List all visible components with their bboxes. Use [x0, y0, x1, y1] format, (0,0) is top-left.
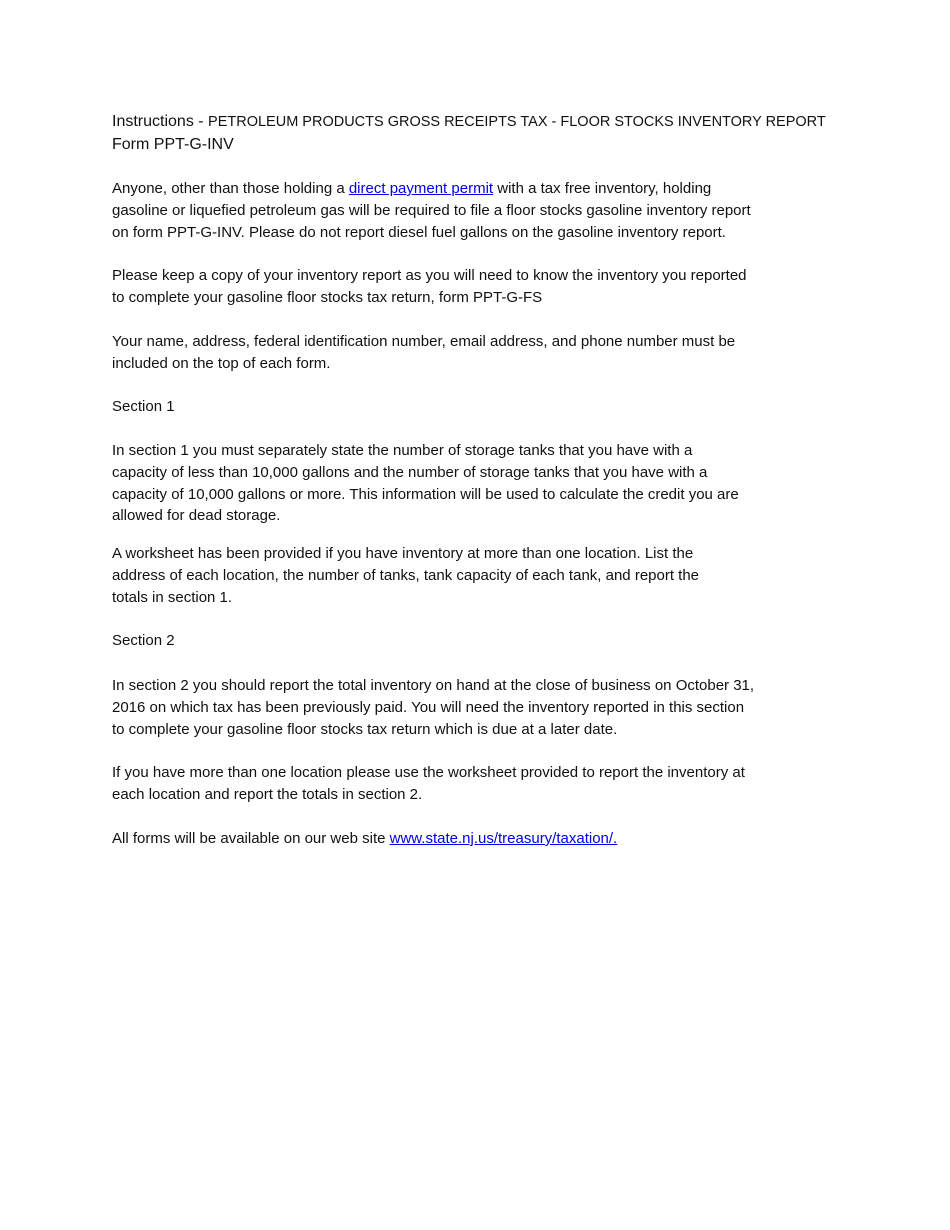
text-line: In section 1 you must separately state the number of storage tanks that you have with a: [112, 442, 693, 459]
forms-availability-paragraph: [112, 828, 852, 850]
text-line: Your name, address, federal identification number, email address, and phone number must be: [112, 333, 736, 350]
text-line: to complete your gasoline floor stocks tax return which is due at a later date.: [112, 720, 618, 738]
title-prefix: Instructions -: [112, 113, 209, 130]
text: Anyone, other than those holding a: [112, 180, 349, 197]
text-line: on form PPT-G-INV. Please do not report diesel fuel gallons on the gasoline inventory report.: [112, 223, 726, 241]
section1-paragraph: [112, 440, 852, 527]
text-line: included on the top of each form.: [112, 354, 331, 372]
keep-copy-paragraph: [112, 265, 852, 309]
intro-paragraph: [112, 178, 852, 243]
text: All forms will be available on our web site: [112, 830, 390, 847]
section2-heading: Section 2: [112, 632, 175, 649]
text-line: gasoline or liquefied petroleum gas will be required to file a floor stocks gasoline inventory report: [112, 201, 751, 219]
text-line: 2016 on which tax has been previously paid. You will need the inventory reported in this section: [112, 698, 745, 716]
worksheet-paragraph: [112, 543, 852, 608]
text-line: allowed for dead storage.: [112, 507, 281, 525]
text-line: capacity of less than 10,000 gallons and the number of storage tanks that you have with a: [112, 463, 708, 481]
text-line: address of each location, the number of tanks, tank capacity of each tank, and report the: [112, 566, 700, 584]
text-line: each location and report the totals in section 2.: [112, 785, 423, 803]
text-line: If you have more than one location please use the worksheet provided to report the inventory at: [112, 764, 745, 781]
document-title: [112, 111, 852, 156]
text-line: A worksheet has been provided if you have inventory at more than one location. List the: [112, 545, 694, 562]
text-line: totals in section 1.: [112, 588, 233, 606]
text: with a tax free inventory, holding: [493, 180, 712, 197]
taxation-website-link[interactable]: www.state.nj.us/treasury/taxation/.: [389, 830, 618, 847]
required-info-paragraph: [112, 331, 852, 375]
text-line: to complete your gasoline floor stocks tax return, form PPT-G-FS: [112, 288, 543, 306]
text-line: In section 2 you should report the total inventory on hand at the close of business on October 31,: [112, 677, 755, 694]
direct-payment-permit-link[interactable]: direct payment permit: [348, 180, 494, 197]
text-line: Please keep a copy of your inventory report as you will need to know the inventory you reported: [112, 267, 747, 284]
multi-location-paragraph: [112, 762, 852, 806]
form-name: Form PPT-G-INV: [112, 135, 234, 153]
section1-heading: Section 1: [112, 398, 175, 415]
section2-paragraph: [112, 675, 852, 740]
title-main: PETROLEUM PRODUCTS GROSS RECEIPTS TAX - FLOOR STOCKS INVENTORY REPORT: [208, 114, 826, 130]
text-line: capacity of 10,000 gallons or more. This information will be used to calculate the credit you are: [112, 485, 739, 503]
